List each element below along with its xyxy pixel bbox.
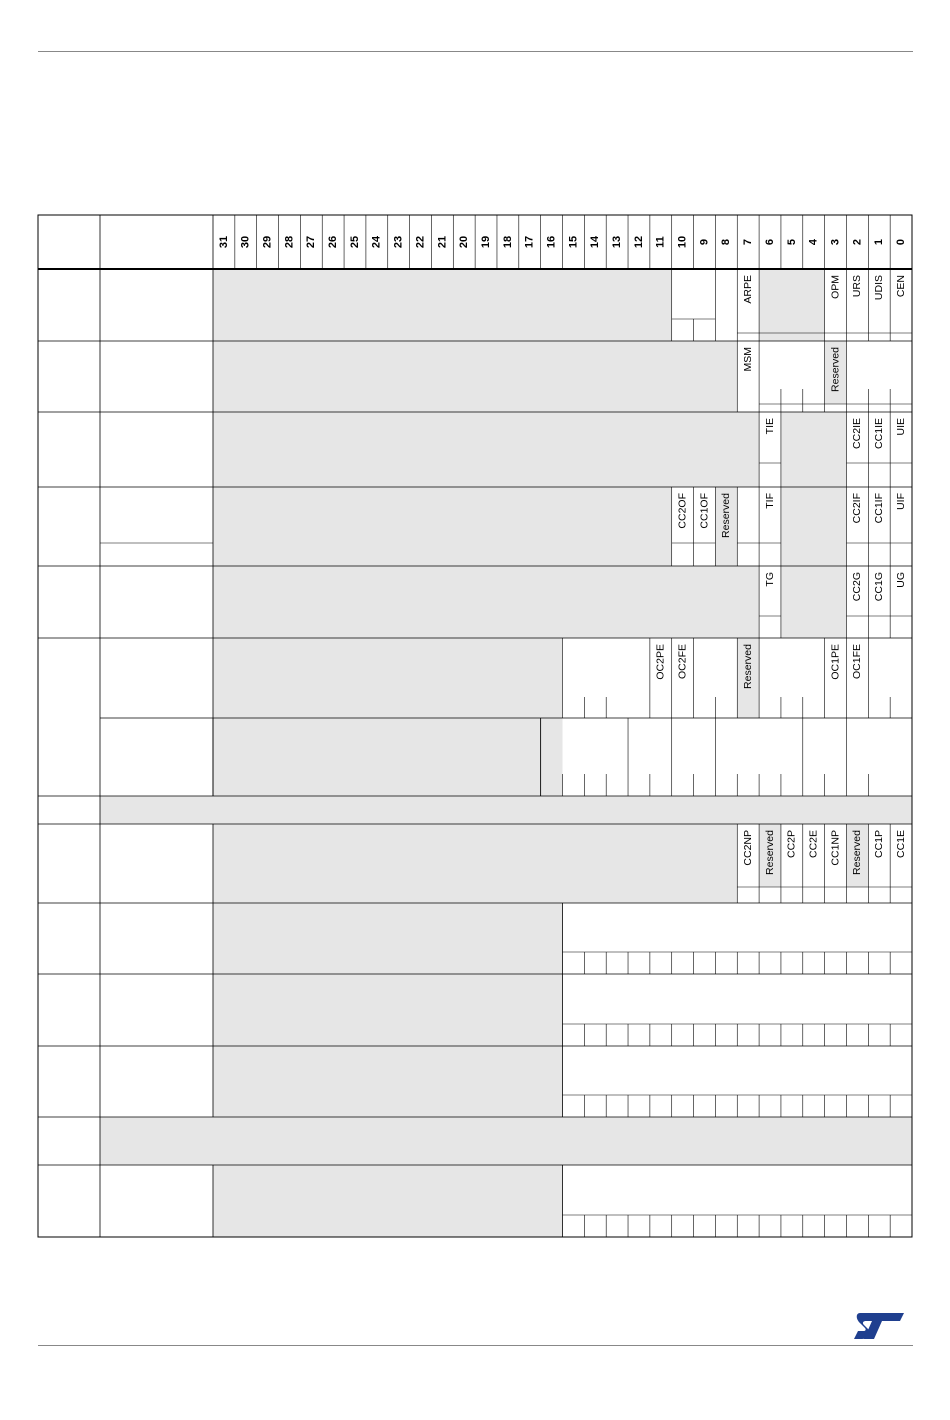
field-label: CC2OF: [676, 493, 689, 529]
field-label: OC2PE: [654, 644, 667, 680]
bit-number: 14: [589, 235, 602, 249]
field-label: CC2NP: [741, 830, 754, 866]
reserved-area: [213, 566, 759, 638]
reserved-area: [213, 974, 563, 1046]
reserved-area: [213, 269, 672, 341]
reserved-area: [213, 903, 563, 974]
bit-number: 8: [720, 238, 733, 246]
bit-number: 30: [239, 235, 252, 249]
st-logo: [852, 1311, 908, 1341]
field-label: TIE: [763, 418, 776, 435]
bit-number: 31: [217, 235, 230, 249]
field-label: TIF: [763, 493, 776, 509]
bit-number: 6: [763, 238, 776, 246]
bit-number: 0: [894, 238, 907, 246]
reserved-area: [213, 718, 563, 796]
bit-number: 16: [545, 235, 558, 249]
field-label: CC1NP: [829, 830, 842, 866]
reserved-area: [213, 412, 759, 487]
bit-number: 1: [873, 238, 886, 246]
bit-number: 26: [327, 235, 340, 249]
field-label: ARPE: [741, 275, 754, 304]
bit-number: 4: [807, 238, 820, 246]
field-label: CC2P: [785, 830, 798, 859]
bit-number: 18: [501, 235, 514, 249]
bit-number: 22: [414, 235, 427, 249]
reserved-area: [781, 412, 847, 487]
bit-number: 2: [851, 238, 864, 246]
reserved-area: [213, 638, 563, 718]
reserved-area: [213, 487, 672, 566]
field-label: CEN: [894, 275, 907, 298]
reserved-row: [100, 1117, 912, 1165]
bit-number: 23: [392, 235, 405, 249]
bit-number: 5: [785, 238, 798, 246]
field-label: OC1FE: [851, 644, 864, 680]
bit-number: 20: [458, 235, 471, 249]
bit-number: 10: [676, 235, 689, 249]
bit-number: 9: [698, 238, 711, 246]
field-label: CC2G: [851, 572, 864, 602]
field-label: Reserved: [720, 493, 733, 538]
field-label: CC2IE: [851, 418, 864, 449]
field-label: CC1G: [873, 572, 886, 602]
bit-number: 11: [654, 236, 667, 248]
bit-number: 7: [742, 238, 755, 246]
bit-number: 29: [261, 235, 274, 249]
field-label: CC1OF: [698, 493, 711, 529]
reserved-area: [213, 824, 737, 903]
reserved-area: [781, 487, 847, 566]
field-label: OPM: [829, 275, 842, 299]
bit-number: 3: [829, 238, 842, 246]
field-label: CC1E: [894, 830, 907, 859]
field-label: UIF: [894, 493, 907, 510]
bit-number: 17: [523, 235, 536, 249]
field-label: Reserved: [741, 644, 754, 689]
bit-number: 28: [283, 235, 296, 249]
field-label: Reserved: [829, 347, 842, 392]
reserved-area: [213, 1046, 563, 1117]
bit-number: 27: [305, 235, 318, 249]
bit-number: 12: [632, 235, 645, 249]
field-label: TG: [763, 572, 776, 587]
reserved-area: [781, 566, 847, 638]
field-label: CC1IF: [873, 493, 886, 524]
bit-number: 21: [436, 235, 449, 249]
field-label: MSM: [741, 347, 754, 372]
field-label: CC2IF: [851, 493, 864, 524]
bit-number: 25: [348, 235, 361, 249]
bit-number: 24: [370, 235, 383, 249]
field-label: CC2E: [807, 830, 820, 859]
field-label: Reserved: [851, 830, 864, 875]
field-label: URS: [851, 275, 864, 298]
field-label: UG: [894, 572, 907, 588]
field-label: CC1P: [873, 830, 886, 859]
bit-number: 13: [611, 235, 624, 249]
field-label: Reserved: [763, 830, 776, 875]
field-label: OC1PE: [829, 644, 842, 680]
bit-number: 15: [567, 235, 580, 249]
reserved-area: [213, 1165, 563, 1237]
field-label: UDIS: [873, 275, 886, 301]
field-label: OC2FE: [676, 644, 689, 680]
reserved-row: [100, 796, 912, 824]
reserved-area: [759, 269, 825, 341]
field-label: CC1IE: [873, 418, 886, 449]
reserved-area: [213, 341, 737, 412]
bit-number: 19: [479, 235, 492, 249]
field-label: UIE: [894, 418, 907, 436]
